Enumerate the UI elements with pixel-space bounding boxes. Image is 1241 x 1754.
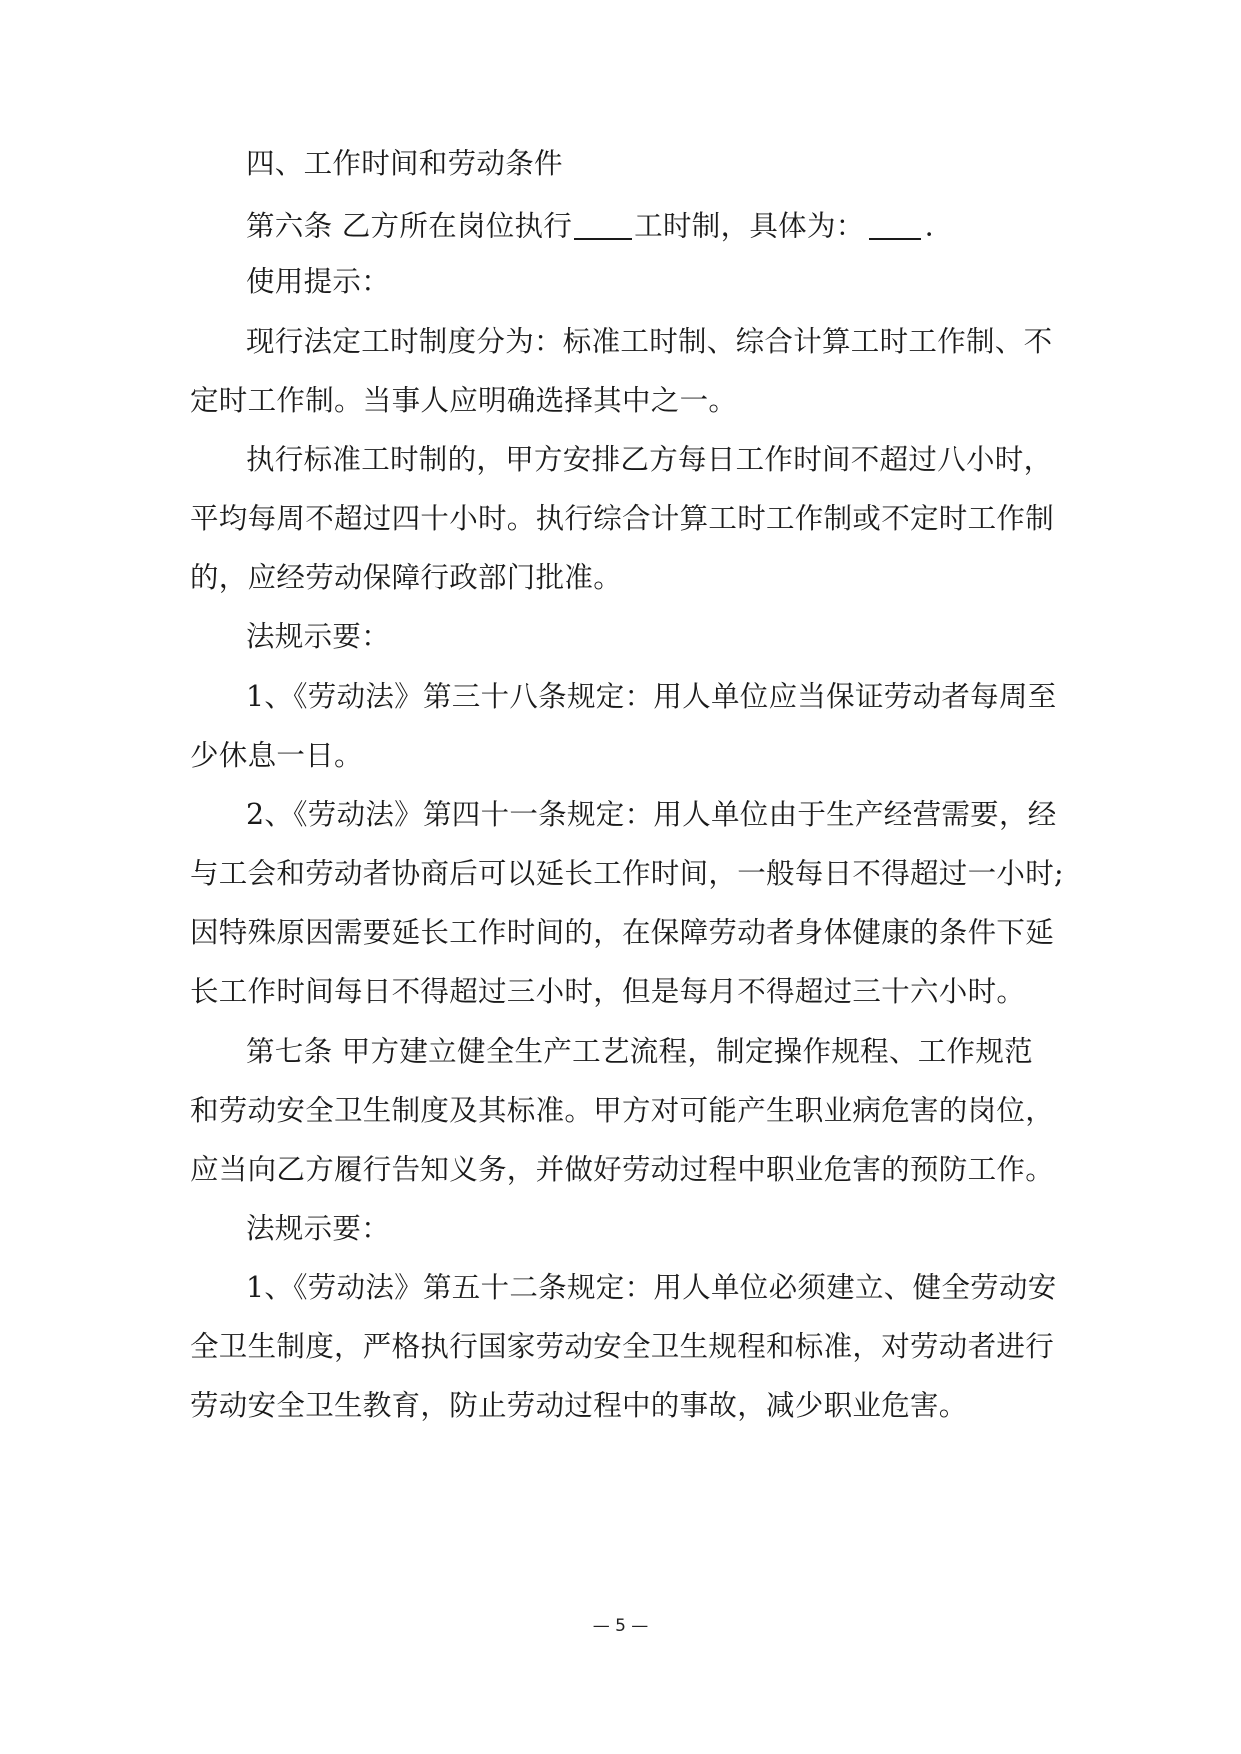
paragraph-line: 现行法定工时制度分为：标准工时制、综合计算工时工作制、不 (246, 325, 1053, 358)
usage-tip-label: 使用提示： (246, 265, 391, 298)
paragraph-line: 的，应经劳动保障行政部门批准。 (190, 561, 623, 594)
paragraph-line: 少休息一日。 (190, 739, 363, 772)
paragraph-line: 执行标准工时制的，甲方安排乙方每日工作时间不超过八小时， (246, 443, 1053, 476)
paragraph-line: 平均每周不超过四十小时。执行综合计算工时工作制或不定时工作制 (190, 502, 1055, 535)
article-6-text-1: 第六条 乙方所在岗位执行 (246, 209, 573, 243)
article-6-line (246, 209, 934, 241)
paragraph-line: 因特殊原因需要延长工作时间的，在保障劳动者身体健康的条件下延 (190, 916, 1055, 949)
article-6-text-2: 工时制，具体为： (634, 209, 865, 243)
paragraph-line: 全卫生制度，严格执行国家劳动安全卫生规程和标准，对劳动者进行 (190, 1330, 1055, 1363)
article-6-text-3: . (924, 209, 934, 243)
paragraph-line: 劳动安全卫生教育，防止劳动过程中的事故，减少职业危害。 (190, 1389, 968, 1422)
paragraph-line: 1、《劳动法》第三十八条规定：用人单位应当保证劳动者每周至 (246, 680, 1057, 713)
work-hours-detail-blank (869, 209, 921, 240)
paragraph-line: 1、《劳动法》第五十二条规定：用人单位必须建立、健全劳动安 (246, 1271, 1057, 1304)
paragraph-line: 2、《劳动法》第四十一条规定：用人单位由于生产经营需要，经 (246, 798, 1057, 831)
paragraph-line: 应当向乙方履行告知义务，并做好劳动过程中职业危害的预防工作。 (190, 1153, 1055, 1186)
section-heading: 四、工作时间和劳动条件 (246, 147, 563, 180)
work-hours-type-blank (574, 209, 632, 240)
regulation-label: 法规示要： (246, 620, 391, 653)
paragraph-line: 长工作时间每日不得超过三小时，但是每月不得超过三十六小时。 (190, 975, 1026, 1008)
paragraph-line: 定时工作制。当事人应明确选择其中之一。 (190, 384, 738, 417)
paragraph-line: 与工会和劳动者协商后可以延长工作时间，一般每日不得超过一小时; (190, 857, 1064, 890)
paragraph-line: 和劳动安全卫生制度及其标准。甲方对可能产生职业病危害的岗位， (190, 1094, 1055, 1127)
paragraph-line: 第七条 甲方建立健全生产工艺流程，制定操作规程、工作规范 (246, 1035, 1033, 1068)
regulation-label: 法规示要： (246, 1212, 391, 1245)
page-number: — 5 — (592, 1616, 649, 1636)
